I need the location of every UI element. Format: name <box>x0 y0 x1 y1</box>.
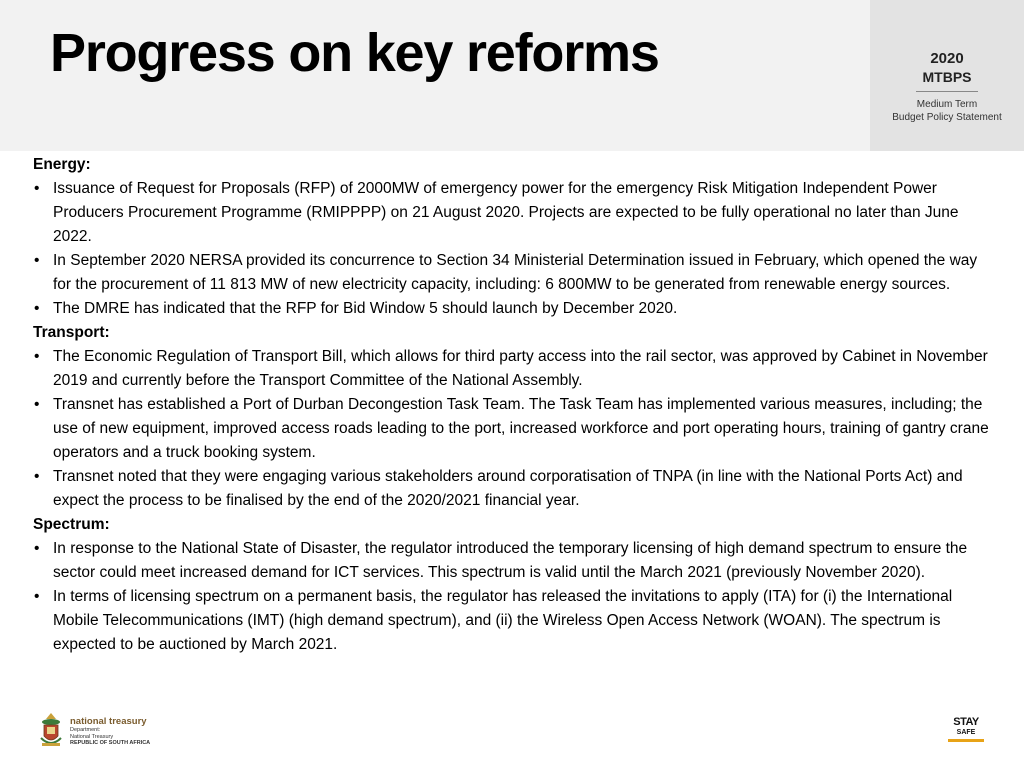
badge-name: MTBPS <box>922 69 972 85</box>
stay-safe-stripe <box>948 739 984 742</box>
treasury-wordmark <box>70 716 150 747</box>
spectrum-list <box>33 537 995 657</box>
badge-subtitle-line1: Medium Term <box>916 99 978 110</box>
badge-year: 2020 <box>930 50 964 67</box>
stay-safe-line1: STAY <box>953 716 979 728</box>
header-band <box>0 0 870 151</box>
national-treasury-logo <box>38 712 151 752</box>
stay-safe-line2: SAFE <box>956 729 976 736</box>
list-item: • The DMRE has indicated that the RFP for Bid Window 5 should launch by December 2020. <box>33 297 995 321</box>
section-heading-spectrum: Spectrum: <box>33 516 110 533</box>
coat-of-arms-icon <box>38 712 64 748</box>
list-item: • Transnet has established a Port of Durban Decongestion Task Team. The Task Team has implemented various measures, including; the use of new equipment, improved access roads leading to the port, increased workforce and port operating hours, training of gantry crane operators and a truck booking system. <box>33 393 995 465</box>
badge-subtitle <box>870 98 1024 124</box>
transport-list <box>33 345 995 513</box>
list-item: • The Economic Regulation of Transport Bill, which allows for third party access into the rail sector, was approved by Cabinet in November 2019 and currently before the Transport Committee of the National Assembly. <box>33 345 995 393</box>
list-item: • Transnet noted that they were engaging various stakeholders around corporatisation of TNPA (in line with the National Ports Act) and expect the process to be finalised by the end of the 2020/2021 financial year. <box>33 465 995 513</box>
badge-divider <box>916 91 978 92</box>
list-item: • In terms of licensing spectrum on a permanent basis, the regulator has released the invitations to apply (ITA) for (i) the International Mobile Telecommunications (IMT) (high demand spectrum), and (ii) the Wireless Open Access Network (WOAN). The spectrum is expected to be auctioned by March 2021. <box>33 585 995 657</box>
reforms-content <box>33 153 995 657</box>
list-item: • In September 2020 NERSA provided its concurrence to Section 34 Ministerial Determination issued in February, which opened the way for the procurement of 11 813 MW of new electricity capacity, including: 6 800MW to be generated from renewable energy sources. <box>33 249 995 297</box>
badge-subtitle-line2: Budget Policy Statement <box>892 112 1002 123</box>
list-item: • In response to the National State of Disaster, the regulator introduced the temporary licensing of high demand spectrum to ensure the sector could meet increased demand for ICT services. This spectrum is valid until the March 2021 (previously November 2020). <box>33 537 995 585</box>
treasury-line: Department: <box>70 727 101 733</box>
section-heading-transport: Transport: <box>33 324 110 341</box>
section-heading-energy: Energy: <box>33 156 91 173</box>
treasury-line: National Treasury <box>70 733 114 740</box>
mtbps-badge <box>870 0 1024 151</box>
treasury-name: national treasury <box>70 716 147 727</box>
list-item: • Issuance of Request for Proposals (RFP) of 2000MW of emergency power for the emergency Risk Mitigation Independent Power Producers Procurement Programme (RMIPPPP) on 21 August 2020. Projects are expected to be fully operational no later than June 2022. <box>33 177 995 249</box>
page-title: Progress on key reforms <box>50 23 659 83</box>
treasury-line: REPUBLIC OF SOUTH AFRICA <box>70 740 151 746</box>
stay-safe-logo <box>946 716 986 750</box>
energy-list <box>33 177 995 321</box>
